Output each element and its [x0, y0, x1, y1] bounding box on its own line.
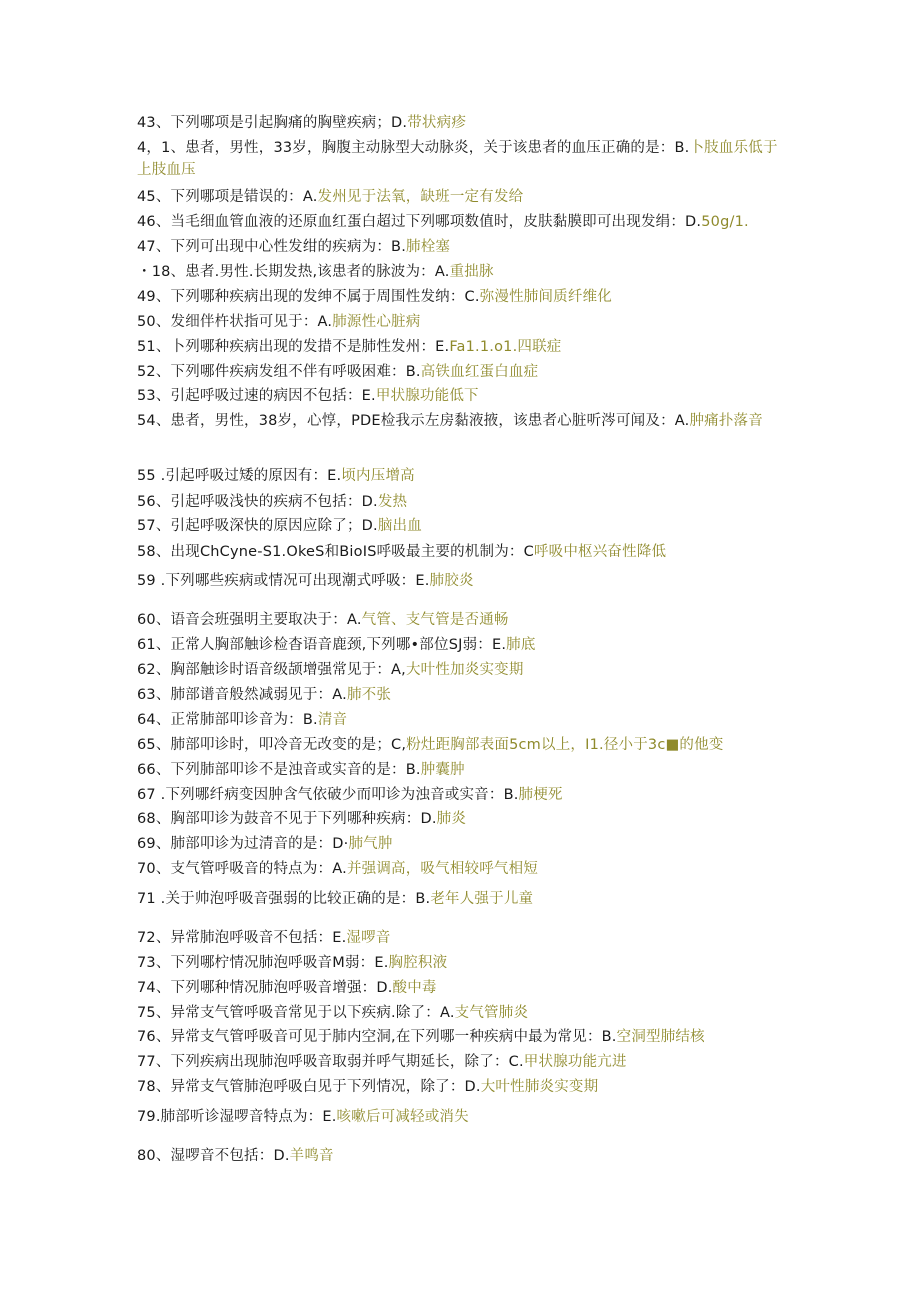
- question-63: 63、肺部谱音般然减弱见于：A.肺不张: [137, 687, 392, 703]
- answer-text: Fa1.1.o1.四联症: [449, 339, 562, 355]
- answer-text: 肺梗死: [518, 787, 563, 803]
- answer-text: 带状病疹: [407, 115, 467, 131]
- answer-text: 肿囊肿: [420, 762, 465, 778]
- question-52: 52、下列哪件疾病发组不伴有呼吸困难：B.高铁血红蛋白血症: [137, 364, 539, 380]
- answer-text: 肺不张: [346, 687, 392, 703]
- question-80: 80、湿啰音不包括：D.羊鸣音: [137, 1148, 334, 1164]
- question-77: 77、下列疾病出现肺泡呼吸音取弱并呼气期延长，除了：C.甲状腺功能亢进: [137, 1054, 627, 1070]
- question-51: 51、卜列哪种疾病出现的发措不是肺性发州：E.Fa1.1.o1.四联症: [137, 339, 562, 355]
- question-78: 78、异常支气管肺泡呼吸白见于下列情况，除了：D.大叶性肺炎实变期: [137, 1079, 599, 1095]
- question-47: 47、下列可出现中心性发绀的疾病为：B.肺栓塞: [137, 239, 451, 255]
- question-45: 45、下列哪项是错误的：A.发州见于法氧，缺班一定有发给: [137, 189, 524, 205]
- question-66: 66、下列肺部叩诊不是浊音或实音的是：B.肿囊肿: [137, 762, 465, 778]
- question-46: 46、当毛细血管血液的还原血红蛋白超过下列哪项数值时，皮肤黏膜即可出现发绢：D.50g∕1.: [137, 214, 749, 230]
- question-50: 50、发细伴杵状指可见于：A.肺源性心脏病: [137, 314, 421, 330]
- answer-text: 甲状腺功能低下: [375, 388, 479, 404]
- answer-text: 重拙脉: [449, 264, 494, 280]
- question-72: 72、异常肺泡呼吸音不包括：E.湿啰音: [137, 930, 391, 946]
- question-53: 53、引起呼吸过速的病因不包括：E.甲状腺功能低下: [137, 388, 479, 404]
- answer-text: 发热: [377, 494, 408, 510]
- answer-text: 高铁血红蛋白血症: [420, 364, 539, 380]
- answer-text: 50g∕1.: [701, 214, 749, 230]
- question-65: 65、肺部叩诊时，叩冷音无改变的是；C,粉灶距胸部表面5cm以上，I1.径小于3c■的他变: [137, 737, 724, 753]
- question-44: 4，1、患者，男性，33岁，胸腹主动脉型大动脉炎，关于该患者的血压正确的是：B.卜肢血乐低于上肢血压: [137, 140, 778, 178]
- question-64: 64、正常肺部叩诊音为：B.清音: [137, 712, 348, 728]
- question-57: 57、引起呼吸深快的原因应除了；D.脑出血: [137, 518, 422, 534]
- question-60: 60、语音会班强明主要取决于：A.气管、支气管是否通畅: [137, 612, 509, 628]
- question-61: 61、正常人胸部触诊检杳语音鹿颈,下列哪•部位SJ弱：E.肺底: [137, 637, 536, 653]
- answer-text: 卜肢血乐低于上肢血压: [137, 140, 778, 178]
- answer-text: 发州见于法氧，缺班一定有发给: [317, 189, 524, 205]
- question-68: 68、胸部叩诊为鼓音不见于下列哪种疾病：D.肺炎: [137, 811, 467, 827]
- answer-text: 老年人强于儿童: [430, 891, 534, 907]
- question-69: 69、肺部叩诊为过清音的是：D·肺气肿: [137, 836, 393, 852]
- answer-text: 清音: [317, 712, 348, 728]
- question-59: 59 .下列哪些疾病或情况可出现潮式呼吸：E.肺胶炎: [137, 573, 474, 589]
- answer-text: 肺胶炎: [429, 573, 474, 589]
- answer-text: 支气管肺炎: [454, 1005, 529, 1021]
- question-76: 76、异常支气管呼吸音可见于肺内空洞,在下列哪一种疾病中最为常见：B.空洞型肺结核: [137, 1029, 705, 1045]
- answer-text: 甲状腺功能亢进: [523, 1054, 627, 1070]
- question-75: 75、异常支气管呼吸音常见于以下疾病.除了：A.支气管肺炎: [137, 1005, 529, 1021]
- answer-text: 脑出血: [377, 518, 422, 534]
- question-43: 43、下列哪项是引起胸痛的胸壁疾病；D.带状病疹: [137, 115, 467, 131]
- answer-text: 呼吸中枢兴奋性降低: [533, 544, 667, 560]
- answer-text: 肺炎: [436, 811, 467, 827]
- question-55: 55 .引起呼吸过矮的原因有：E.顷内压增高: [137, 468, 415, 484]
- answer-text: 顷内压增高: [341, 468, 415, 484]
- question-71: 71 .关于帅泡呼吸音强弱的比较正确的是：B.老年人强于儿童: [137, 891, 534, 907]
- question-56: 56、引起呼吸浅快的疾病不包括：D.发热: [137, 494, 408, 510]
- answer-text: 湿啰音: [346, 930, 391, 946]
- answer-text: 酸中毒: [392, 980, 437, 996]
- question-73: 73、下列哪柠情况肺泡呼吸音M弱：E.胸腔积液: [137, 955, 448, 971]
- answer-text: 肺底: [506, 637, 536, 653]
- question-62: 62、胸部触诊时语音级颉增强常见于：A,大叶性加炎实变期: [137, 662, 524, 678]
- answer-text: 肺栓塞: [406, 239, 451, 255]
- question-67: 67 .下列哪纤病变因肿含气依破少而叩诊为浊音或实音：B.肺梗死: [137, 787, 563, 803]
- answer-text: 肺源性心脏病: [332, 314, 421, 330]
- question-70: 70、支气管呼吸音的特点为：A.并强调高，吸气相较呼气相短: [137, 861, 539, 877]
- answer-text: 胸腔积液: [388, 955, 448, 971]
- answer-text: 咳嗽后可减轻或消失: [336, 1109, 469, 1125]
- question-74: 74、下列哪种情况肺泡呼吸音增强：D.酸中毒: [137, 980, 437, 996]
- question-58: 58、出现ChCyne-S1.OkeS和BioIS呼吸最主要的机制为：C呼吸中枢兴奋性降低: [137, 544, 667, 560]
- answer-text: 粉灶距胸部表面5cm以上，I1.径小于3c■的他变: [406, 737, 724, 753]
- answer-text: 大叶性肺炎实变期: [480, 1079, 599, 1095]
- answer-text: 空洞型肺结核: [616, 1029, 705, 1045]
- answer-text: 肺气肿: [348, 836, 393, 852]
- answer-text: 肿痛扑落音: [689, 413, 763, 429]
- question-48: ・18、患者.男性.长期发热,该患者的脉波为：A.重拙脉: [137, 264, 494, 280]
- question-49: 49、下列哪种疾病出现的发绅不属于周围性发纳：C.弥漫性肺间质纤维化: [137, 289, 612, 305]
- answer-text: 并强调高，吸气相较呼气相短: [346, 861, 539, 877]
- question-54: 54、患者，男性，38岁，心惇，PDE检我示左房黏液掖，该患者心脏听涔可闻及：A.肿痛扑落音: [137, 413, 763, 429]
- answer-text: 大叶性加炎实变期: [405, 662, 524, 678]
- answer-text: 弥漫性肺间质纤维化: [479, 289, 612, 305]
- answer-text: 羊鸣音: [289, 1148, 334, 1164]
- answer-text: 气管、支气管是否通畅: [361, 612, 509, 628]
- question-79: 79.肺部听诊湿啰音特点为：E.咳嗽后可减轻或消失: [137, 1109, 469, 1125]
